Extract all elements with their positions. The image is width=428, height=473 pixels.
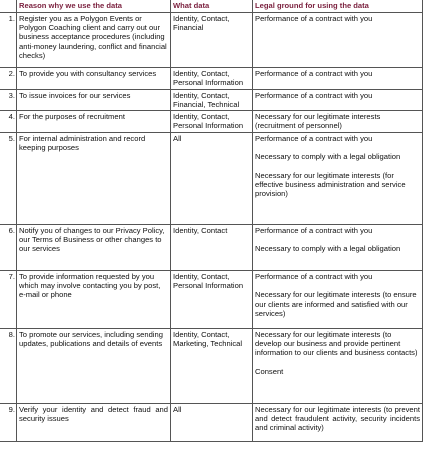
table-row bbox=[0, 271, 423, 329]
legal-ground-cell bbox=[253, 271, 423, 329]
legal-ground-text: Necessary for our legitimate interests (to ensure our clients are informed and satisfied with our services) bbox=[255, 290, 417, 318]
table-row bbox=[0, 329, 423, 404]
legal-ground-cell bbox=[253, 68, 423, 90]
reason-cell: To issue invoices for our services bbox=[17, 90, 171, 111]
header-what-data: What data bbox=[171, 0, 253, 13]
header-reason: Reason why we use the data bbox=[17, 0, 171, 13]
header-number bbox=[0, 0, 17, 13]
table-row bbox=[0, 68, 423, 90]
reason-cell: Notify you of changes to our Privacy Policy, our Terms of Business or other changes to our services bbox=[17, 225, 171, 271]
legal-ground-text: Performance of a contract with you bbox=[255, 272, 373, 281]
row-number: 8. bbox=[0, 329, 17, 404]
legal-ground-text: Performance of a contract with you bbox=[255, 14, 373, 23]
legal-ground-text: Necessary for our legitimate interests (recruitment of personnel) bbox=[255, 112, 381, 131]
reason-cell: For the purposes of recruitment bbox=[17, 111, 171, 133]
row-number: 2. bbox=[0, 68, 17, 90]
table-row bbox=[0, 90, 423, 111]
what-data-cell: Identity, Contact, Marketing, Technical bbox=[171, 329, 253, 404]
what-data-cell: Identity, Contact, Personal Information bbox=[171, 111, 253, 133]
table-row bbox=[0, 111, 423, 133]
legal-ground-cell bbox=[253, 90, 423, 111]
what-data-cell: Identity, Contact, Personal Information bbox=[171, 271, 253, 329]
legal-ground-cell bbox=[253, 329, 423, 404]
row-number: 9. bbox=[0, 404, 17, 442]
reason-cell: To provide you with consultancy services bbox=[17, 68, 171, 90]
what-data-cell: Identity, Contact, Financial, Technical bbox=[171, 90, 253, 111]
row-number: 7. bbox=[0, 271, 17, 329]
legal-ground-cell bbox=[253, 13, 423, 68]
legal-ground-text: Necessary to comply with a legal obligation bbox=[255, 152, 401, 162]
what-data-cell: Identity, Contact, Personal Information bbox=[171, 68, 253, 90]
legal-ground-text: Necessary for our legitimate interests (to prevent and detect fraudulent activity, security incidents and criminal activity) bbox=[255, 405, 420, 433]
table-row bbox=[0, 133, 423, 225]
table-row bbox=[0, 13, 423, 68]
legal-ground-text: Necessary for our legitimate interests (to develop our business and provide pertinent information to our clients and business contacts) bbox=[255, 330, 418, 358]
legal-ground-text: Performance of a contract with you bbox=[255, 226, 373, 235]
legal-ground-cell bbox=[253, 133, 423, 225]
what-data-cell: Identity, Contact, Financial bbox=[171, 13, 253, 68]
reason-cell: For internal administration and record keeping purposes bbox=[17, 133, 171, 225]
legal-ground-text: Performance of a contract with you bbox=[255, 91, 373, 100]
row-number: 1. bbox=[0, 13, 17, 68]
legal-ground-text: Necessary for our legitimate interests (for effective business administration and service provision) bbox=[255, 170, 406, 199]
reason-cell: To promote our services, including sending updates, publications and details of events bbox=[17, 329, 171, 404]
row-number: 5. bbox=[0, 133, 17, 225]
table-row bbox=[0, 404, 423, 442]
legal-ground-text: Performance of a contract with you bbox=[255, 134, 373, 143]
what-data-cell: All bbox=[171, 404, 253, 442]
reason-cell: Verify your identity and detect fraud and security issues bbox=[17, 404, 171, 442]
what-data-cell: All bbox=[171, 133, 253, 225]
what-data-cell: Identity, Contact bbox=[171, 225, 253, 271]
row-number: 6. bbox=[0, 225, 17, 271]
row-number: 4. bbox=[0, 111, 17, 133]
reason-cell: Register you as a Polygon Events or Polygon Coaching client and carry out our business acceptance procedures (including anti-money laundering, conflict and financial checks) bbox=[17, 13, 171, 68]
table-row bbox=[0, 225, 423, 271]
header-legal-ground: Legal ground for using the data bbox=[253, 0, 423, 13]
legal-ground-cell bbox=[253, 404, 423, 442]
table-header-row bbox=[0, 0, 423, 13]
legal-ground-cell bbox=[253, 225, 423, 271]
reason-cell: To provide information requested by you which may involve contacting you by post, e-mail or phone bbox=[17, 271, 171, 329]
row-number: 3. bbox=[0, 90, 17, 111]
legal-ground-text: Necessary to comply with a legal obligation bbox=[255, 244, 401, 254]
legal-ground-text: Consent bbox=[255, 366, 284, 376]
legal-ground-cell bbox=[253, 111, 423, 133]
legal-ground-text: Performance of a contract with you bbox=[255, 69, 373, 78]
